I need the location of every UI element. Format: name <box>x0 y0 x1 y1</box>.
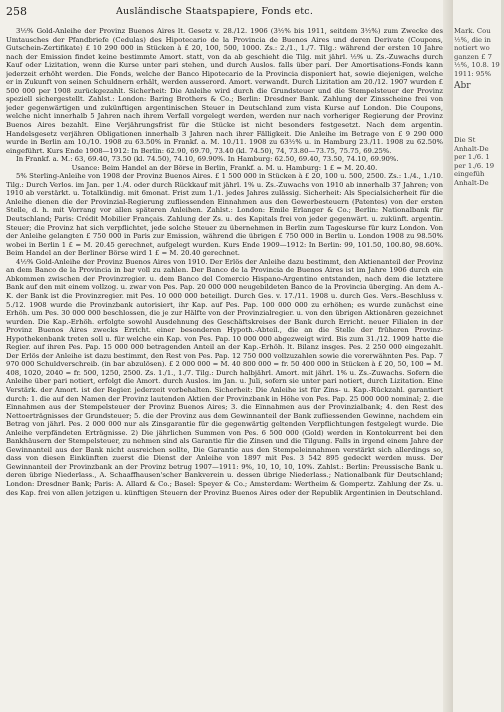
margin-heading: Abr <box>454 81 471 92</box>
margin-line: per 1./6. 1 <box>454 153 490 162</box>
paragraph-gold-loan-1910: 4½% Gold-Anleihe der Provinz Buenos Aires von 1910. Der Erlös der Anleihe dazu bestimmt, den Aktienanteil der Provinz an dem Banco de la Provincia in bar voll zu zahlen. Der Banco de la Provincia de Buenos Aires ist im Jahre 1906 durch ein Abkommen zwischen der Provinzregier. u. dem Banco del Comercio Hispano-Argentino entstanden, nach dem die letztere Bank auf den mit einem vollzog. u. zwar von Pes. Pap. 20 000 000 neugebildeten Banco de la Provincia überging. An dem A.-K. der Bank ist die Provinzregier. mit Pes. 10 000 000 beteiligt. Durch Ges. v. 17./11. 1908 u. durch Ges. Vers.-Beschluss v. 5./12. 1908 wurde die Provinzbank autorisiert, ihr Kap. auf Pes. Pap. 100 000 000 zu erhöhen; es wurde zunächst eine Erhöh. um Pes. 30 000 000 beschlossen, die je zur Hälfte von der Provinzialregier. u. von den übrigen Aktionären gezeichnet wurden. Die Kap.-Erhöh. erfolgte sowohl Ausdehnung des Geschäftskreises der Bank durch Erricht. neuer Filialen in der Provinz Buenos Aires zwecks Erricht. einer besonderen Hypoth.-Abteil., die an die Stelle der früheren Provinz-Hypothekenbank treten soll u. für welche ein Kap. von Pes. Pap. 10 000 000 abgezweigt wird. Bis zum 31./12. 1909 hatte die Regier. auf ihren Pes. Pap. 15 000 000 betragenden Anteil an der Kap.-Erhöh. lt. Bilanz insges. Pes. 2 250 000 eingezahlt. Der Erlös der Anleihe ist dazu bestimmt, den Rest von Pes. Pap. 12 750 000 vollzuzahlen sowie die vorerwähnten Pes. Pap. 7 970 000 Schuldverschreib. (in bar abzulösen). £ 2 000 000 = M. 40 800 000 = fr. 50 400 000 in Stücken à £ 20, 50, 100 = M. 408, 1020, 2040 = fr. 500, 1250, 2500. Zs. 1./1., 1./7. Tilg.: Durch halbjährl. Amort. mit jährl. 1% u. Zs.-Zuwachs. Sofern die Anleihe über pari notiert, erfolgt die Amort. durch Auslos. im Jan. u. Juli, sofern sie unter pari notiert, durch Lizitation. Eine Verstärk. der Amort. ist der Regier. jederzeit vorbehalten. Sicherheit: Die Anleihe ist für Zins- u. Kap.-Rückzahl. garantiert durch: 1. die auf den Namen der Provinz lautenden Aktien der Provinzbank in Höhe von Pes. Pap. 25 000 000 nominal; 2. die Einnahmen aus der Stempelsteuer der Provinz Buenos Aires; 3. die Einnahmen aus der Provinzialbank; 4. den Rest des Nettoerträgnisses der Grundsteuer; 5. die der Provinz aus dem Gewinnanteil der Bank zufliessenden Gewinne, nachdem ein Betrag von jährl. Pes. 2 000 000 nur als Zinsgarantie für die gegenwärtig geltenden Verpflichtungen festgelegt wurde. Die Anleihe verpfändeten Erträgnisse. 2) Die jährlichen Summen von Pes. 6 500 000 (Gold) werden in Kontokurrent bei den Bankhäusern der Stempelsteuer, zu nehmen sind als Garantie für die Zinsen und die Tilgung. Falls in irgend einem Jahre der Gewinnanteil aus der Bank nicht ausreichen sollte, Die Garantie aus den Stempeleinnahmen verstärkt sich allerdings so, dass von diesen Einkünften zuerst die Dienst der Anleihe von 1897 mit Pes. 3 542 895 gedeckt werden muss. Der Gewinnanteil der Provinzbank an der Provinz betrug 1907—1911: 9%, 10, 10, 10, 10%. Zahlst.: Berlin: Preussische Bank u. deren übrige Niederlass., A. Schaaffhausen'scher Bankverein u. dessen übrige Niederlass.; Nationalbank für Deutschland; London: Dresdner Bank; Paris: A. Allard & Co.; Basel: Speyer & Co.; Amsterdam: Wertheim & Gompertz. Zahlung der Zs. u. des Kap. frei von allen jetzigen u. künftigen Steuern der Provinz Buenos Aires oder der Republik Argentinien in Deutschland. <box>6 257 443 497</box>
margin-line: ganzen £ 7 <box>454 52 492 61</box>
book-gutter <box>443 0 453 712</box>
running-title: Ausländische Staatspapiere, Fonds etc. <box>116 6 314 17</box>
paragraph-sterling-loan-1908: 5% Sterling-Anleihe von 1908 der Provinz Buenos Aires. £ 1 500 000 in Stücken à £ 20, 100 u. 500, 2500. Zs.: 1./4., 1./10. Tilg.: Durch Verlos. im Jan. per 1./4. oder durch Rückkauf mit jährl. 1% u. Zs.-Zuwachs von 1910 ab innerhalb 37 Jahren; von 1910 ab verstärkt. u. Totalkündig. mit 6monat. Frist zum 1./1. jedes Jahres zulässig. Sicherheit: Als Specialsicherheit für die Anleihe dienen die der Provinzial-Regierung zufliessenden Einnahmen aus den Gewerbesteuern (Patentes) von der ersten Stelle, d. h. mit Vorrang vor allen späteren Anleihen. Zahlst.: London: Emile Erlanger & Co.; Berlin: Nationalbank für Deutschland; Paris: Crédit Mobilier Français. Zahlung der Zs. u. des Kapitals frei von jeder gegenwärt. u. zukünft. argentin. Steuer; die Provinz hat sich verpflichtet, jede solche Steuer zu übernehmen in Berlin zum Tageskurse für kurz London. Von der Anleihe gelangten £ 750 000 in Paris zur Emission, während die übrigen £ 750 000 in Berlin u. London 1908 zu 98.50% wobei in Berlin 1 £ = M. 20.45 gerechnet, aufgelegt wurden. Kurs Ende 1909—1912: In Berlin: 99, 101.50, 100.80, 98.60%. Beim Handel an der Berliner Börse wird 1 £ = M. 20.40 gerechnet. <box>6 172 443 258</box>
paragraph-usance: Usance: Beim Handel an der Börse in Berlin, Frankf. a. M. u. Hamburg: 1 £ = M. 20.40. <box>71 163 378 172</box>
page-header <box>6 5 446 19</box>
facing-page-fragment <box>454 27 504 709</box>
margin-spacer <box>454 96 504 136</box>
margin-line: Die St <box>454 136 476 145</box>
margin-line: eingefüh <box>454 170 485 179</box>
margin-line: Anhalt-De <box>454 144 489 153</box>
margin-line: ½%, die in <box>454 35 491 44</box>
paragraph-frankfurt-hamburg-prices: In Frankf. a. M.: 63, 69.40, 73.50 (kl. 74.50), 74.10, 69.90%. In Hamburg: 62.50, 69.40, 73.50, 74.10, 69.90%. <box>16 155 399 164</box>
margin-line: 1911: 95% <box>454 69 492 78</box>
margin-line: Anhalt-De <box>454 179 489 188</box>
margin-line: ½%, 10.8. 19 <box>454 61 500 70</box>
main-column <box>6 27 443 709</box>
page-number: 258 <box>6 5 27 18</box>
margin-line: per 1./6. 19 <box>454 161 495 170</box>
paragraph-gold-loan-1906: 3½% Gold-Anleihe der Provinz Buenos Aires lt. Gesetz v. 28./12. 1906 (3½% bis 1911, seitdem 3½%) zum Zwecke des Umtausches der Pfandbriefe (Cedulas) des Hipotecario de la Provincia de Buenos Aires und deren Derivate (Coupons, Gutschein-Zertifikate) £ 10 290 000 in Stücken à £ 20, 100, 500, 1000. Zs.: 2./1., 1./7. Tilg.: während der ersten 10 Jahre nach der Emission findet keine bestimmte Amort. statt, von da ab geschieht die Tilg. mit jährl. ½% u. Zs.-Zuwachs durch Kauf oder Lizitation, wenn die Kurse unter pari stehen, und durch Auslos. falls über pari. Der Amortisations-Fonds kann jederzeit erhöht werden. Die Fonds, welche der Banco Hipotecario de la Provincia disponiert hat, sowie diejenigen, welche er in Zukunft von seinen Schuldnern erhält, werden ausserord. Amort. verwandt. Durch Lizitation am 20./12. 1907 wurden £ 500 000 per 1908 zurückgezahlt. Sicherheit: Die Anleihe wird durch die Grundsteuer und die Stempelsteuer der Provinz speziell sichergestellt. Zahlst.: London: Baring Brothers & Co.; Berlin: Dresdner Bank. Zahlung der Zinsscheine frei von jeder gegenwärtigen und zukünftigen argentinischen Steuer in Deutschland zum vista Kurse auf London. Die Coupons, welche nicht innerhalb 5 Jahren nach ihrem Verfall vorgelegt werden, werden nur nach vorheriger Regierung der Provinz Buenos Aires bezahlt. Eine Verjährungsfrist für die Stücke ist nicht besonders festgesetzt. Nach dem argentin. Handelsgesetz verjähren Obligationen innerhalb 3 Jahren nach ihrer Fälligkeit. Die Anleihe im Betrage von £ 9 290 000 wurde in Berlin am 10./10. 1908 zu 63.50% in Frankf. a. M. 10./11. 1908 zu 63½% u. in Hamburg 23./11. 1908 zu 62.50% eingeführt. Kurs Ende 1908—1912: In Berlin: 62.90, 69.70, 73.40 (kl. 74.50), 74, 73.80—73.75, 75.75, 69.25%. <box>6 27 443 155</box>
margin-line: notiert wo <box>454 44 490 53</box>
margin-line: Mark. Cou <box>454 27 491 35</box>
